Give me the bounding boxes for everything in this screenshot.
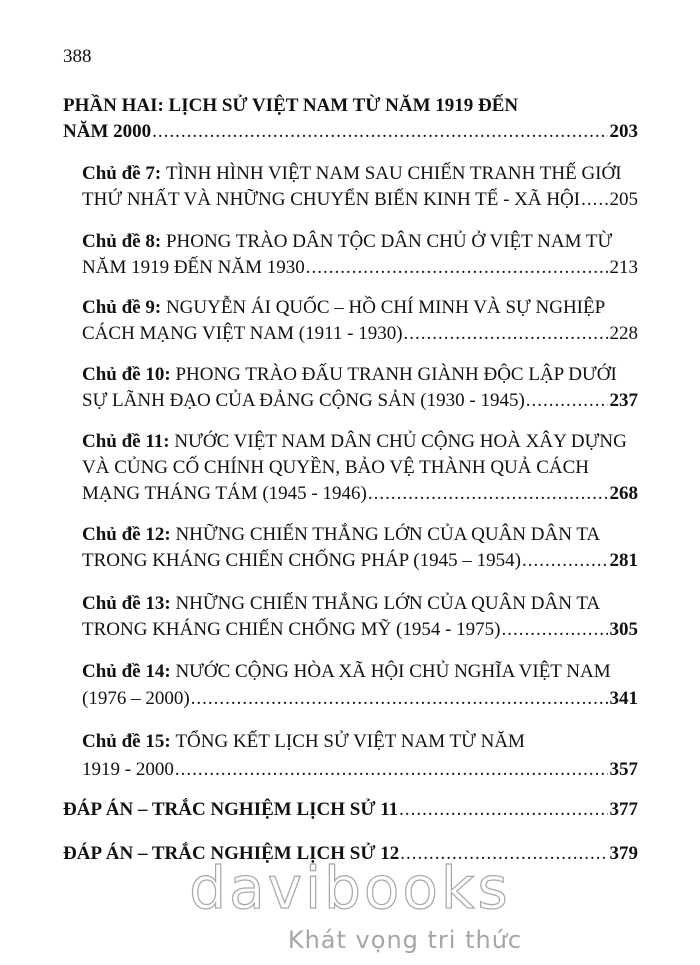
leader-dots [306, 255, 608, 281]
entry-line1 [82, 591, 638, 617]
topic-title-line2: TRONG KHÁNG CHIẾN CHỐNG PHÁP (1945 – 1954) [82, 550, 521, 571]
topic-label: Chủ đề 8: [82, 231, 162, 252]
page-ref: 341 [609, 688, 638, 709]
leader-dots [399, 797, 607, 823]
page-ref: 213 [609, 257, 638, 278]
leader-dots [502, 617, 608, 643]
entry-line2 [82, 388, 638, 414]
topic-title-line1: NHỮNG CHIẾN THẮNG LỚN CỦA QUÂN DÂN TA [175, 593, 601, 614]
leader-dots [175, 757, 608, 783]
page-ref: 228 [609, 323, 638, 344]
entry-line1 [82, 429, 638, 455]
leader-dots [152, 119, 607, 145]
part-title-line1: PHẦN HAI: LỊCH SỬ VIỆT NAM TỪ NĂM 1919 ĐẾN [63, 95, 519, 116]
topic-title-line2: SỰ LÃNH ĐẠO CỦA ĐẢNG CỘNG SẢN (1930 - 1945) [82, 390, 525, 411]
topic-title-line2: NĂM 1919 ĐẾN NĂM 1930 [82, 257, 305, 278]
answers-title: ĐÁP ÁN – TRẮC NGHIỆM LỊCH SỬ 12 [63, 843, 400, 864]
topic-title-line1: NƯỚC VIỆT NAM DÂN CHỦ CỘNG HOÀ XÂY DỰNG [174, 431, 627, 452]
page-ref: 379 [609, 843, 638, 864]
part-title-text: NĂM 2000 [63, 121, 152, 142]
topic-label: Chủ đề 14: [82, 661, 171, 682]
topic-title-line2: THỨ NHẤT VÀ NHỮNG CHUYỂN BIẾN KINH TẾ - XÃ HỘI [82, 189, 581, 210]
answers-line [63, 797, 638, 823]
entry-line2 [82, 455, 638, 481]
page-ref: 205 [609, 189, 638, 210]
topic-title-line1: PHONG TRÀO ĐẤU TRANH GIÀNH ĐỘC LẬP DƯỚI [175, 364, 617, 385]
topic-title-line2: 1919 - 2000 [82, 759, 174, 780]
topic-label: Chủ đề 11: [82, 431, 170, 452]
topic-title-line1: TỔNG KẾT LỊCH SỬ VIỆT NAM TỪ NĂM [175, 731, 525, 752]
topic-title-line1: NƯỚC CỘNG HÒA XÃ HỘI CHỦ NGHĨA VIỆT NAM [175, 661, 611, 682]
topic-title-line2: CÁCH MẠNG VIỆT NAM (1911 - 1930) [82, 323, 403, 344]
entry-line2 [82, 686, 638, 712]
topic-title-line1: TÌNH HÌNH VIỆT NAM SAU CHIẾN TRANH THẾ GIỚI [165, 163, 622, 184]
page-ref: 237 [609, 390, 638, 411]
entry-line2 [82, 757, 638, 783]
page-number: 388 [63, 46, 92, 67]
entry-line1 [82, 729, 638, 755]
watermark-tagline: Khát vọng tri thức [287, 926, 523, 954]
leader-dots [191, 686, 608, 712]
topic-title-line1: NGUYỄN ÁI QUỐC – HỒ CHÍ MINH VÀ SỰ NGHIỆP [165, 297, 606, 318]
page-ref: 357 [609, 759, 638, 780]
topic-label: Chủ đề 9: [82, 297, 162, 318]
topic-title-line3: MẠNG THÁNG TÁM (1945 - 1946) [82, 483, 367, 504]
entry-line1 [82, 161, 638, 187]
leader-dots [368, 481, 608, 507]
entry-line2 [82, 187, 638, 213]
answers-title: ĐÁP ÁN – TRẮC NGHIỆM LỊCH SỬ 11 [63, 799, 399, 820]
topic-title-line1: NHỮNG CHIẾN THẮNG LỚN CỦA QUÂN DÂN TA [175, 524, 601, 545]
topic-title-line1: PHONG TRÀO DÂN TỘC DÂN CHỦ Ở VIỆT NAM TỪ [165, 231, 613, 252]
leader-dots [526, 388, 608, 414]
page-ref: 268 [609, 483, 638, 504]
leader-dots [522, 548, 608, 574]
entry-line2 [82, 321, 638, 347]
page-ref: 203 [609, 121, 638, 142]
leader-dots [581, 187, 607, 213]
topic-label: Chủ đề 10: [82, 364, 171, 385]
page-ref: 305 [609, 619, 638, 640]
entry-line2 [82, 548, 638, 574]
entry-line1 [82, 229, 638, 255]
topic-label: Chủ đề 13: [82, 593, 171, 614]
entry-line1 [82, 659, 638, 685]
entry-line1 [82, 295, 638, 321]
leader-dots [404, 321, 608, 347]
watermark-brand: davibooks [189, 854, 511, 922]
entry-line1 [82, 522, 638, 548]
page-ref: 281 [609, 550, 638, 571]
topic-title-line2: TRONG KHÁNG CHIẾN CHỐNG MỸ (1954 - 1975) [82, 619, 501, 640]
page-ref: 377 [609, 799, 638, 820]
topic-title-line2: VÀ CỦNG CỐ CHÍNH QUYỀN, BẢO VỆ THÀNH QUẢ CÁCH [82, 457, 590, 478]
entry-line3 [82, 481, 638, 507]
topic-label: Chủ đề 12: [82, 524, 171, 545]
topic-label: Chủ đề 7: [82, 163, 162, 184]
entry-line2 [82, 255, 638, 281]
entry-line1 [82, 362, 638, 388]
entry-line2 [82, 617, 638, 643]
topic-label: Chủ đề 15: [82, 731, 171, 752]
topic-title-line2: (1976 – 2000) [82, 688, 190, 709]
part-title-line2 [63, 119, 638, 145]
